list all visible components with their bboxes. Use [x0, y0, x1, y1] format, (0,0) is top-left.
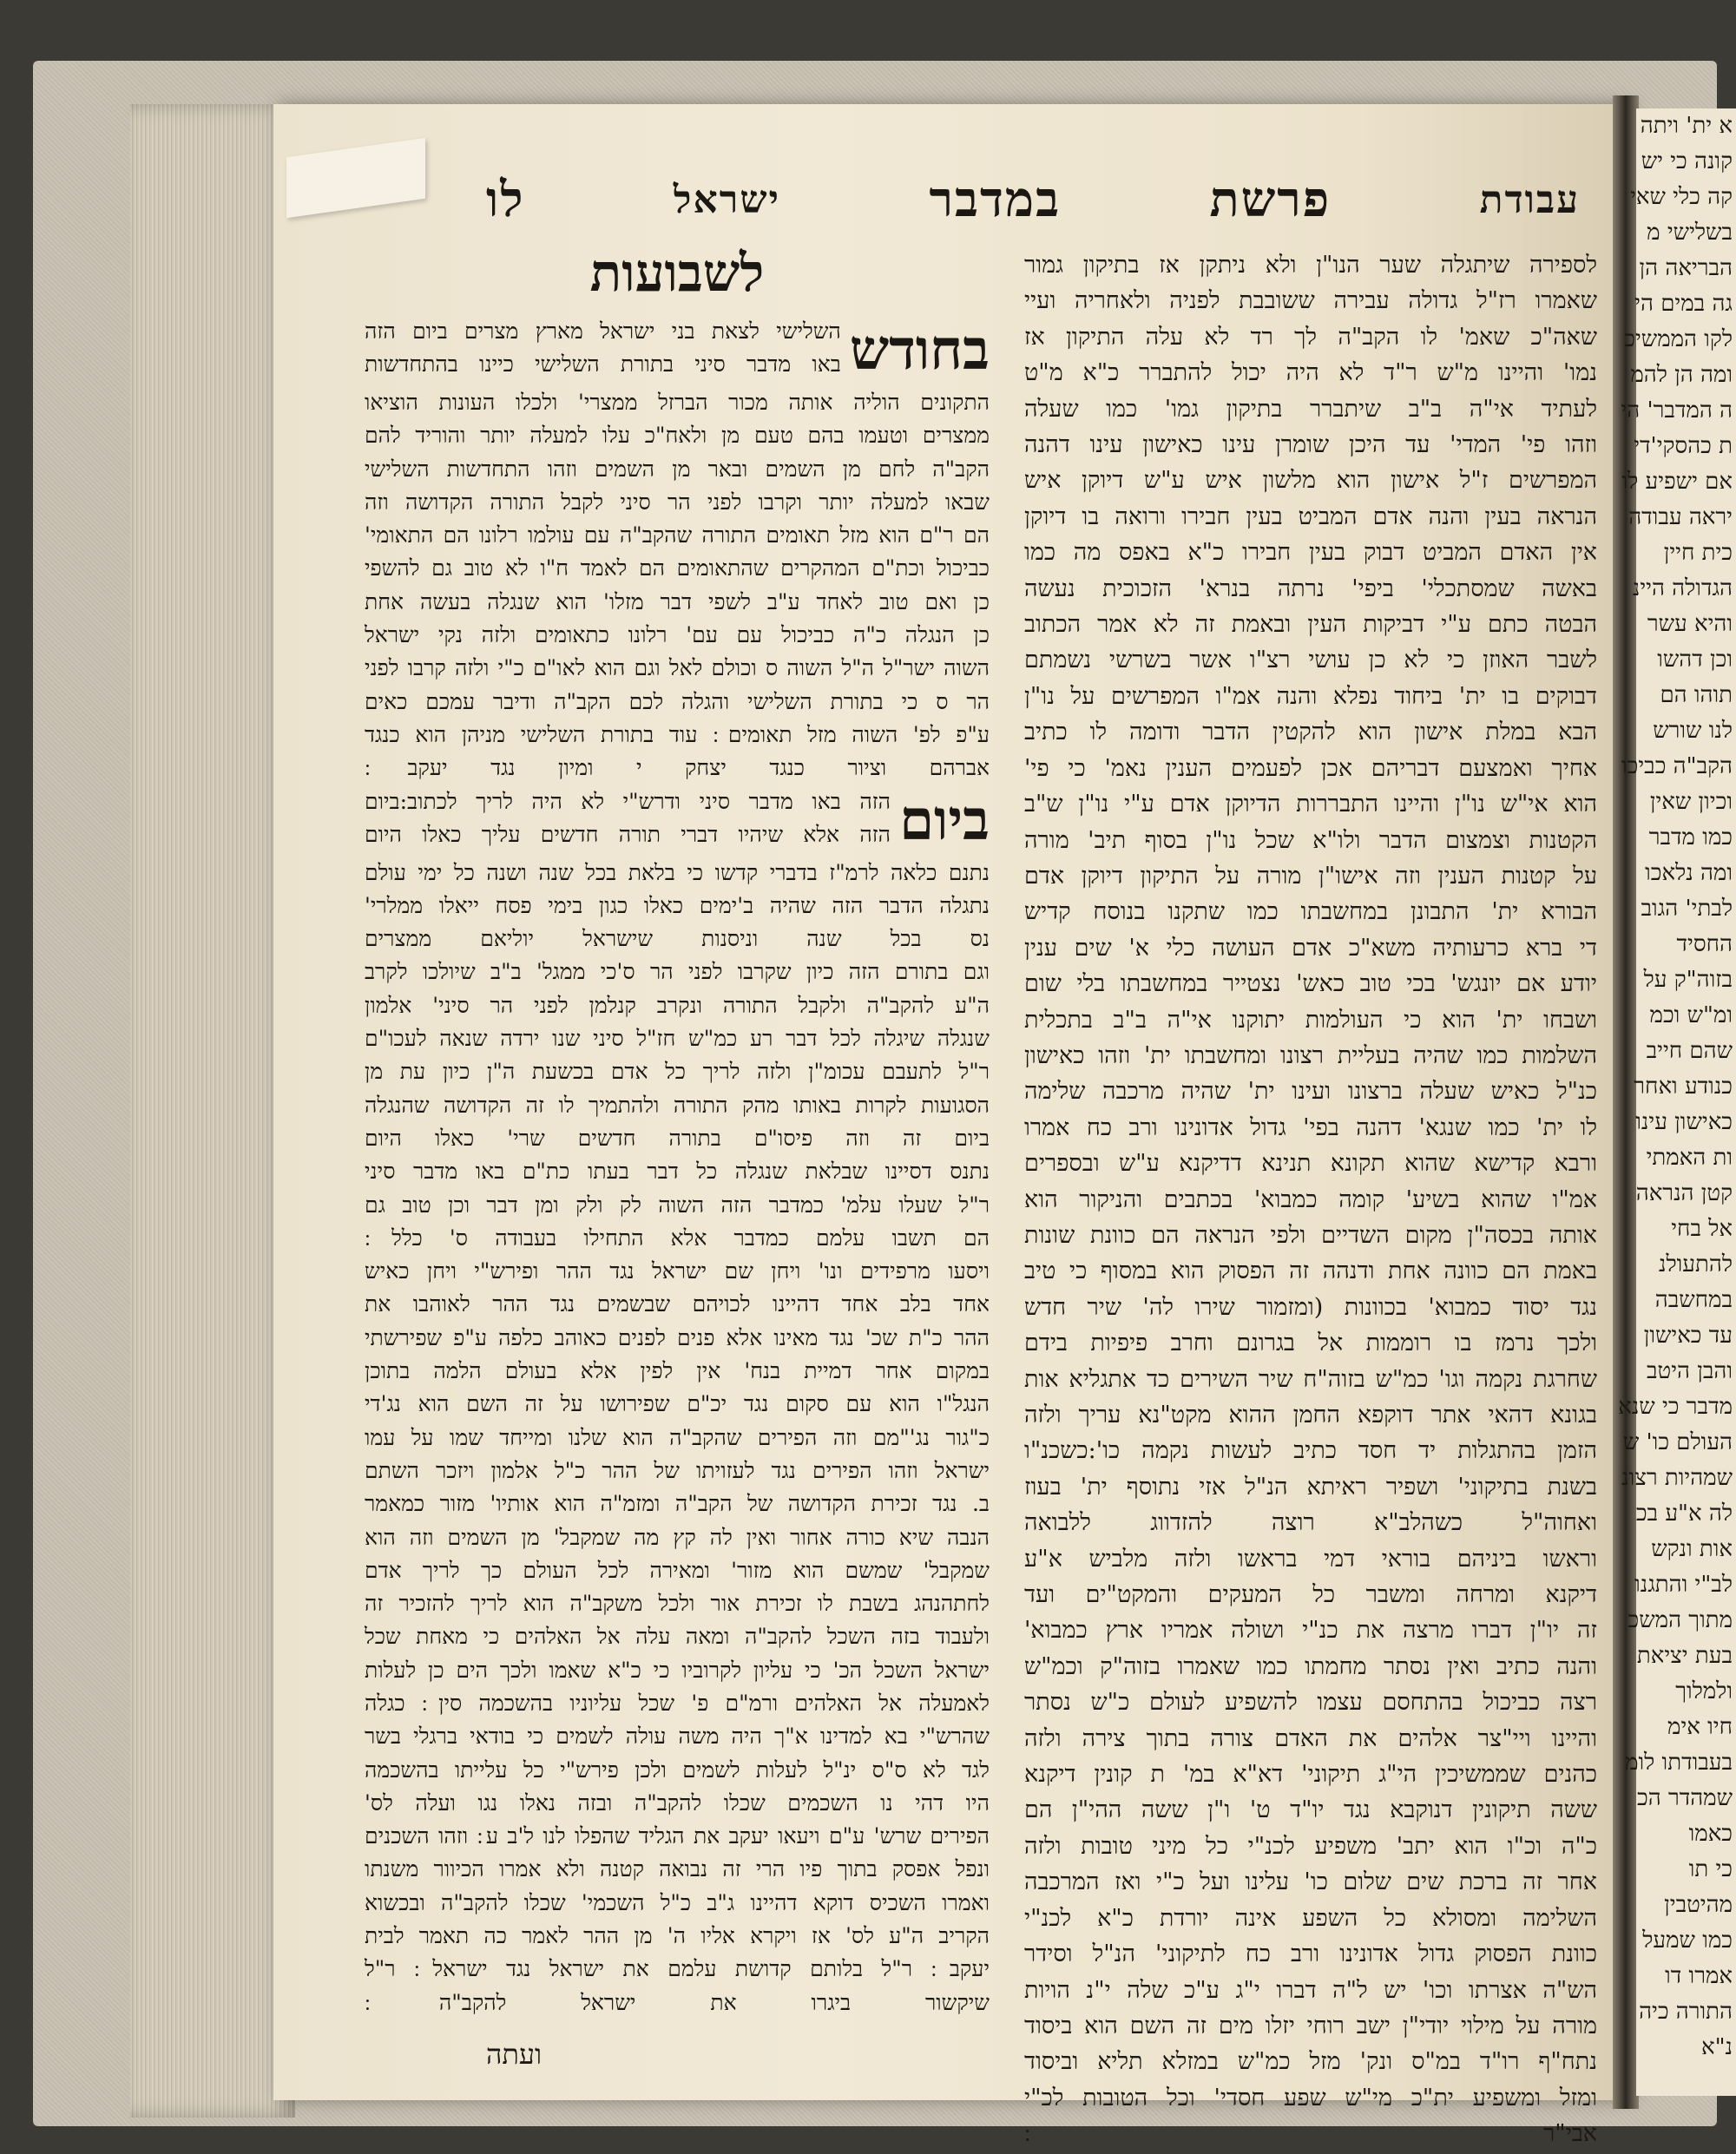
facing-page-line: לקו הממשיכ [1624, 326, 1733, 352]
facing-page-line: כמו שמעל [1642, 1927, 1733, 1954]
facing-page-line: כנודע ואחר [1634, 1074, 1733, 1100]
text-line: ויסעו מרפידים ונו' ויחן שם ישראל נגד ההר ופירש"י ויחן כאיש [365, 1258, 990, 1284]
page-edges [130, 104, 295, 2118]
text-line: הסגועות לקרות באותו מהק התורה ולהתמיך לו זה הקדושה שהנגלה [365, 1092, 990, 1118]
text-line: כהנים שממשיכין הי"ג תיקוני' דא"א במ' ת קונין דיקנא [1024, 1761, 1597, 1789]
text-line: ונפל אפסק בתוך פיו הרי זה נבואה קטנה ולא אמרו הכיוור משנתו [365, 1856, 990, 1882]
facing-page-line: אמרו דו [1665, 1963, 1733, 1989]
facing-page-line: בעת יציאת [1636, 1643, 1733, 1669]
text-line: במקום אחר דמיית בנח' אין לפין אלא בעולם הלמה בתוכן [365, 1358, 990, 1384]
facing-page-line: ת כהסקי'די [1634, 433, 1733, 459]
facing-page-line: חיו אימ [1667, 1714, 1733, 1740]
facing-page-line: כית חיין [1663, 540, 1733, 566]
facing-page-line: מדבר כי שנא [1618, 1394, 1733, 1420]
text-line: על קטנות הענין וזה אישו"ן מורה על התיקון דיוקן אדם [1024, 862, 1597, 890]
text-line: לחתהנהג בשבת לו זכירת אור ולכל משקב"ה הוא לריך להזכיר זה [365, 1591, 990, 1617]
facing-page-line: הקב"ה כביכו [1621, 753, 1733, 779]
text-line: אבי"ר ׃ [1024, 2120, 1597, 2148]
text-line: והיינו ויי"צר אלהים את האדם צורה בתוך צירה ולזה [1024, 1724, 1597, 1752]
facing-page-line: להתעולנ [1659, 1251, 1733, 1277]
right-text-column [1024, 247, 1597, 2148]
text-line: לשבר האוזן כי לא כן עושי רצ"ו אשר בשרשי נשמתם [1024, 647, 1597, 674]
text-line: שחרגת נקמה וגו' כמ"ש בזוה"ח שיר השירים כד אתגליא אות [1024, 1365, 1597, 1393]
facing-page-line: בזוה"ק על [1643, 967, 1733, 993]
text-line: ושבחו ית' הוא כי העולמות יתוקנו אי"ה ב"ב בתכלית [1024, 1006, 1597, 1034]
text-line: אמ"ו שהוא בשיע' קומה כמבוא' בכתבים והניקור הוא [1024, 1185, 1597, 1213]
facing-page-line: נ"א [1700, 2034, 1733, 2060]
facing-page-line: שמהיות רצונ [1621, 1465, 1733, 1491]
text-line: נתגלה הדבר הזה שהיה ב'ימים כאלו כגון בימי פסח ייאלו ממלרי' [365, 892, 990, 918]
text-line: המפרשים ז"ל אישון הוא מלשון איש ע"ש דיוקן איש [1024, 467, 1597, 495]
text-line: די ברא כרעותיה משא"כ אדם העושה כלי א' שים ענין [1024, 934, 1597, 962]
text-line: הנראה בעין והנה אדם המביט בעין חבירו ורואה בו דיוקן [1024, 502, 1597, 530]
facing-page-line: החסיד [1676, 931, 1733, 957]
paragraph-bayom [365, 785, 990, 857]
facing-page-line: לבתי' הגוב [1641, 896, 1733, 922]
text-line: מורה על מילוי יודי"ן ישב רוחי יזלו מים זה השם הוא ביסוד [1024, 2012, 1597, 2039]
paragraph-bachodesh [365, 315, 990, 386]
text-line: כביכול וכת"ם המהקרים שהתאומים הם לאמד ח"ו לא טוב גם להשפי [365, 555, 990, 581]
text-line: ר"ל שעלו עלמ' כמדבר הזה השוה לק ולק ומן דבר וכן טוב גם [365, 1192, 990, 1218]
text-line: השלימה ומסולא כל השפע אינה יורדת כ"א לכנ"י [1024, 1904, 1597, 1932]
text-line: השוה ישר"ל ה"ל השוה ס וכולם לאל וגם הוא לאו"ם כ"י ולזה קרבו לפני [365, 655, 990, 681]
text-line: וגם בתורם הזה כיון שקרבו לפני הר ס'כי ממגל' ב"ב שיולכו לקרב [365, 959, 990, 985]
text-line: אחיך ואמצעם דבריהם אכן לפעמים הענין נאמ' כי פי' [1024, 754, 1597, 782]
facing-page-line: גה במים הי [1634, 291, 1733, 317]
text-line: הזה באו מדבר סיני ודרש"י לא היה לריך לכתוב:ביום [365, 788, 891, 814]
text-line: ר"ל לתעבם עכומ"ן ולזה לריך כל אדם בכשעת ה"ן כיון עת מן [365, 1059, 990, 1085]
text-line: כ"ה וכ"ו הוא יתב' משפיע לכנ"י כל מיני טובות ולזה [1024, 1832, 1597, 1860]
facing-page-line: כאישון עינו [1635, 1109, 1733, 1135]
facing-page-line: יראה עבודה [1628, 504, 1733, 530]
text-line: הש"ה אצרתו וכו' יש ל"ה דברו י"ג ע"כ שלה י"נ הויות [1024, 1976, 1597, 2004]
text-line: התקונים הוליה אותה מכור הברזל ממצרי' ולכלו העונות הוציאו [365, 390, 990, 415]
catchword: ועתה [486, 2038, 542, 2071]
text-line: השלישי לצאת בני ישראל מארץ מצרים ביום הזה [365, 319, 841, 344]
text-line: ממצרים וטעמו בהם טעם מן ולאח"כ עלו למעלה יותר והוריד להם [365, 423, 990, 449]
text-line: יעקב ׃ ר"ל בלותם קדושת עלמם את ישראל נגד ישראל ׃ ר"ל [365, 1956, 990, 1982]
text-line: לעתיד אי"ה ב"ב שיתברר בתיקון גמו' כמו שעלה [1024, 395, 1597, 423]
text-line: ב. נגד זכירת הקדושה של הקב"ה ומזמ"ה הוא אותיו' מזור כמאמר [365, 1491, 990, 1517]
text-line: דיקנא ומרחה ומשבר כל המעקים והמקט"ים ועד [1024, 1581, 1597, 1609]
text-line: וזהו פי' המדי' עד היכן שומרן עינו כאישון עינו דהנה [1024, 431, 1597, 459]
text-line: הקריב ה"ע לס' אז ויקרא אליו ה' מן ההר לאמר כה תאמר לבית [365, 1923, 990, 1949]
text-line: לגד לא ס"ס ינ"ל לעלות לשמים ולכן פירש"י כל עלייתו בהשכמה [365, 1757, 990, 1783]
text-line: הנבה שיא כורה אחור ואין לה קץ מה שמקבל' מן השמים וזה הוא [365, 1524, 990, 1550]
facing-page-line: מתוך המשכ [1628, 1607, 1733, 1633]
facing-page-line: לב"י והתגנו [1634, 1572, 1733, 1598]
header-word-parasha: פרשת [1209, 171, 1332, 228]
text-line: ואחוה"ל כשהלב"א רוצה להזדווג ללבואה [1024, 1509, 1597, 1537]
facing-page-line: שהם חייב [1646, 1038, 1733, 1064]
text-line: כן הנגלה כ"ה כביכול עם עם' רלונו כתאומים ולזה נקי ישראל [365, 622, 990, 648]
facing-page-line: אם ישפיע לו [1621, 469, 1733, 495]
facing-page-line: קטן הנראה [1635, 1180, 1733, 1206]
facing-page-line: בעבודתו לומ [1625, 1750, 1733, 1776]
header-word-right: עבודת [1479, 177, 1580, 222]
facing-page-fragment [1618, 108, 1736, 2096]
facing-page-line: אל בחי [1671, 1216, 1733, 1242]
text-line: שמקבל' שמשם הוא מזור' ומאירה לכל העולם כך לריך אדם [365, 1557, 990, 1583]
facing-page-line: א ית' ויתה [1640, 113, 1733, 139]
text-line: הקב"ה לחם מן השמים ובאר מן השמים וזהו התחדשות השלישי [365, 456, 990, 482]
facing-page-line: לה א"ע בכ [1635, 1501, 1733, 1527]
text-line: ואמרו השכיס דוקא דהיינו ג"ב כ"ל השכמי' שכלו להקב"ה ובכשוא [365, 1889, 990, 1915]
text-line: רצה כביכול בהתחסם עצמו להשפיע לעולם כ"ש נסתר [1024, 1689, 1597, 1717]
facing-page-line: הבריאה הן [1639, 255, 1733, 281]
text-line: שנגלה שיגלה לכל דבר רע כמ"ש חז"ל סיני שנו ירדה שנאה לעכו"ם [365, 1026, 990, 1052]
text-line: וראשו ביניהם בוראי דמי בראשו ולזה מלביש א"ע [1024, 1545, 1597, 1573]
text-line: ולעבוד בזה השכל להקב"ה ומאה עלה אל האלהים כי מאחת שכל [365, 1624, 990, 1650]
text-line: הם ר"ם הוא מזל תאומים התורה שהקב"ה עם עולמו רלונו הם התאומי' [365, 522, 990, 548]
facing-page-line: קה כלי שאי [1630, 184, 1733, 210]
text-line: אחד בלב אחד דהיינו לכויהם שבשמים נגד ההר לאוהבו את [365, 1291, 990, 1317]
text-line: יודע אם יונגש' בכי טוב כאש' נצטייר במחשבתו בלי שום [1024, 970, 1597, 998]
facing-page-line: והיא עשר [1647, 611, 1733, 637]
text-line: הנגל"ו הוא עם סקום נגד יכ"ם שפירושו על זה השם הוא נג'די [365, 1391, 990, 1417]
facing-page-line: עד כאישון [1643, 1323, 1733, 1349]
facing-page-line: כאמו [1688, 1821, 1733, 1847]
facing-page-line: מהיטבין [1664, 1892, 1733, 1918]
left-text-column [365, 239, 990, 2035]
text-line: שאה"כ שאמ' לו הקב"ה לך רד לא עלה התיקון אז [1024, 323, 1597, 351]
text-line: אחר זה ברכת שים שלום כו' עלינו ועל כ"י ואז המרכבה [1024, 1868, 1597, 1896]
text-line: הזמן בהתגלות יד חסד כתיב לעשות נקמה כו':כשכנ"ו [1024, 1437, 1597, 1465]
text-line: באשה שמסתכלי' ביפי' נרתה בנרא' הזכוכית נעשה [1024, 575, 1597, 602]
text-line: הבורא ית' התבונן במחשבתו כמו שתקנו בנוסח קדיש [1024, 898, 1597, 926]
text-line: בשנת בתיקוני' ושפיר ראיתא הנ"ל אזי נתוסף ית' בעוז [1024, 1473, 1597, 1501]
text-line: שהרש"י בא למדינו א"ך היה משה עולה לשמים כי בודאי ברגלי בשר [365, 1724, 990, 1750]
text-line: ה"ע להקב"ה ולקבל התורה ונקרב קנלמן לפני הר סיני' אלמון [365, 992, 990, 1018]
text-line: ביום זה וזה פיסו"ם בתורה חדשים שרי' כאלו היום [365, 1125, 990, 1151]
facing-page-line: ולמלוך [1675, 1678, 1733, 1704]
facing-page-line: התורה כיה [1639, 1999, 1733, 2025]
facing-page-line: הגדולה היינ [1632, 575, 1733, 601]
text-line: נתנס דסיינו שבלאת שנגלה כל דבר בעתו כת"ם באו מדבר סיני [365, 1159, 990, 1185]
text-line: הר ס כי בתורת השלישי והגלה לכם הקב"ה ודיבר עמכם כאים [365, 688, 990, 714]
text-line: כוונת הפסוק גדול אדונינו ורב כח לתיקוני' הנ"ל וסידר [1024, 1941, 1597, 1968]
text-line: כנ"ל כאיש שעלה ברצונו ועינו ית' שהיה מרכבה שלימה [1024, 1078, 1597, 1106]
text-line: אברהם וציור כנגד יצחק י ומיון נגד יעקב ׃ [365, 755, 990, 781]
text-line: ששה תיקונין דנוקבא נגד יו"ד ט' ו"ן ששה ההי"ן הם [1024, 1796, 1597, 1824]
text-line: הבא במלת אישון הוא להקטין הדבר ודומה לו כתיב [1024, 719, 1597, 746]
text-line: באמת הם כוונה אחת ודנהה זה הפסוק הוא במסוף כי טיב [1024, 1258, 1597, 1285]
text-line: נתנם כלאה לרמ"ז בדברי קדשו כי בלאת בכל שנה ושנה כל ימי עולם [365, 859, 990, 885]
facing-page-line: תוהו הם [1660, 682, 1733, 708]
text-line: הקטנות וצמצום הדבר ולו"א שכל נו"ן בסוף תיב' מורה [1024, 826, 1597, 854]
facing-page-line: במחשבה [1654, 1287, 1733, 1313]
text-line: ולכך נרמז בו רוממות אל בגרונם וחרב פיפיות בידם [1024, 1330, 1597, 1357]
text-line: הם תשבו עלמם כמדבר אלא התחילו בעבודה ס' כלל ׃ [365, 1225, 990, 1251]
facing-page-line: ות האמתי [1646, 1145, 1733, 1171]
text-line: ומזל ומשפיע ית"כ מי"ש שפע חסדי' וכל הטובות לכ"י [1024, 2084, 1597, 2111]
facing-page-line: והבן היטב [1646, 1358, 1733, 1384]
facing-page-line: בשלישי מ [1647, 220, 1733, 246]
facing-page-line: וכן דהשו [1657, 647, 1733, 673]
facing-page-line: שמהדר הכ [1637, 1785, 1733, 1811]
text-line: השלמות כמו שהיה בעליית רצונו ומחשבתו ית' וזהו כאישון [1024, 1041, 1597, 1069]
section-title: לשבועות [589, 243, 765, 304]
text-line: כ"גור נג'"מם וזה הפירים שהקב"ה הוא שלנו ומייחד שמו על עמו [365, 1424, 990, 1450]
text-line: נתח"ף רו"ד במ"ס ונק' מזל כמ"ש במזלא תליא וביסוד [1024, 2048, 1597, 2076]
facing-page-line: אות ונקש [1651, 1536, 1733, 1562]
text-line: הפירים שרש' ע"ם ויעאו יעקב את הגליד שהפלו לנו ל'ב ע ׃ וזהו השכנים [365, 1823, 990, 1849]
text-line: כן ואם טוב לאחד ע"ב לשפי דבר מזלו' הוא שנגלה בעשה אחת [365, 588, 990, 614]
text-line: הזה אלא שיהיו דברי תורה חדשים עליך כאלו היום [365, 821, 891, 847]
text-line: ורבא קדישא שהוא תקונא תנינא דדיקנא ע"ש ובספרים [1024, 1150, 1597, 1178]
header-word-left: ישראל [673, 177, 781, 222]
facing-page-line: קונה כי יש [1641, 148, 1733, 174]
lead-word: בחודש [849, 318, 990, 383]
text-line: ע"פ לפ' השוה מזל תאומים ׃ עוד בתורת השלישי מניהן הוא כנגד [365, 721, 990, 747]
lead-word: ביום [899, 787, 990, 853]
text-line: אותה בכסה"ן מקום השדיים ולפי הנראה הם כוונת שונות [1024, 1221, 1597, 1249]
facing-page-line: ומ"ש וכמ [1649, 1002, 1733, 1028]
text-line: דבוקים בו ית' ביחוד נפלא והנה אמ"ו המפרשים על נו"ן [1024, 682, 1597, 710]
text-line: לו ית' כמו שנגא' דהנה בפי' גדול אדונינו ורב כח אמרו [1024, 1113, 1597, 1141]
text-line: שבאו למעלה יותר וקרבו לפני הר סיני לקבל התורה הקדושה וזה [365, 489, 990, 515]
text-line: בגונא דהאי אתר דוקפא החמן ההוא מקט"נא עריך ולזה [1024, 1402, 1597, 1428]
facing-page-line: ומה נלאכו [1645, 860, 1733, 886]
text-line: ההר כ"ת שכ' נגד מאינו אלא פנים לפנים כאוהב כלפה ע"פ שפירשתי [365, 1324, 990, 1350]
text-line: באו מדבר סיני בתורת השלישי כיינו בהתחדשות [365, 351, 841, 378]
facing-page-line: ומה הן להמ [1630, 362, 1733, 388]
text-line: היו דהי נו השכמים שכלו להקב"ה ובזה נאלו נגו ועלה לס' [365, 1790, 990, 1816]
facing-page-line: ה המדבר' הי [1621, 397, 1733, 424]
text-line: ישראל וזהו הפירים נגד לעזויתו של ההר כ"ל אלמון ויזכר השתם [365, 1457, 990, 1483]
text-line: נס בכל שנה וניסנות שישראל יוליאם ממצרים [365, 926, 990, 952]
text-line: אין האדם המביט דבוק בעין חבירו כ"א באפס מה כמו [1024, 539, 1597, 567]
paragraph-vayisu [365, 1255, 990, 2019]
text-line: הבטה כתם ע"י דביקות העין ובאמת זה לא אמר הכתוב [1024, 611, 1597, 639]
facing-page-line: כי תו [1688, 1856, 1733, 1882]
facing-page-line: כמו מדבר [1648, 824, 1733, 850]
running-header [486, 169, 1580, 230]
text-line: הוא אי"ש נו"ן והיינו התבררות הדיוקן אדם ע"י נו"ן ש"ב [1024, 791, 1597, 818]
text-line: נגד יסוד כמבוא' בכוונות (ומזמור שירו לה' שיר חדש [1024, 1293, 1597, 1321]
facing-page-line: לנו שורש [1653, 718, 1733, 744]
facing-page-line: וכיון שאין [1649, 789, 1733, 815]
text-line: נמו' והיינו מ"ש ר"ד לא היה יכול להתברר כ"א מ"ט [1024, 359, 1597, 387]
text-line: זה יו"ן דברו מרצה את כנ"י ושולה אמריו ארץ כמבוא' [1024, 1617, 1597, 1645]
header-word-bamidbar: במדבר [929, 171, 1062, 228]
facing-page-line: העולם כו' ש [1622, 1429, 1733, 1455]
text-line: והנה כתיב ואין נסתר מחמתו כמו שאמרו בזוה"ק וכמ"ש [1024, 1652, 1597, 1680]
text-line: ישראל השכל הכ' כי עליון לקרוביו כי כ"א שאמו ולכך הים כן לעלות [365, 1657, 990, 1683]
text-line: שאמרו רז"ל גדולה עבירה ששובבת לפניה ולאחריה ועיי [1024, 287, 1597, 315]
text-line: לספירה שיתגלה שער הנו"ן ולא ניתקן אז בתיקון גמור [1024, 252, 1597, 279]
text-line: לאמעלה אל האלהים ורמ"ם פ' שכל עליוניו בהשכמה סין ׃ כגלה [365, 1690, 990, 1716]
text-line: שיקשור ביגרו את ישראל להקב"ה ׃ [365, 1989, 990, 2015]
page-number: לו [486, 171, 525, 228]
